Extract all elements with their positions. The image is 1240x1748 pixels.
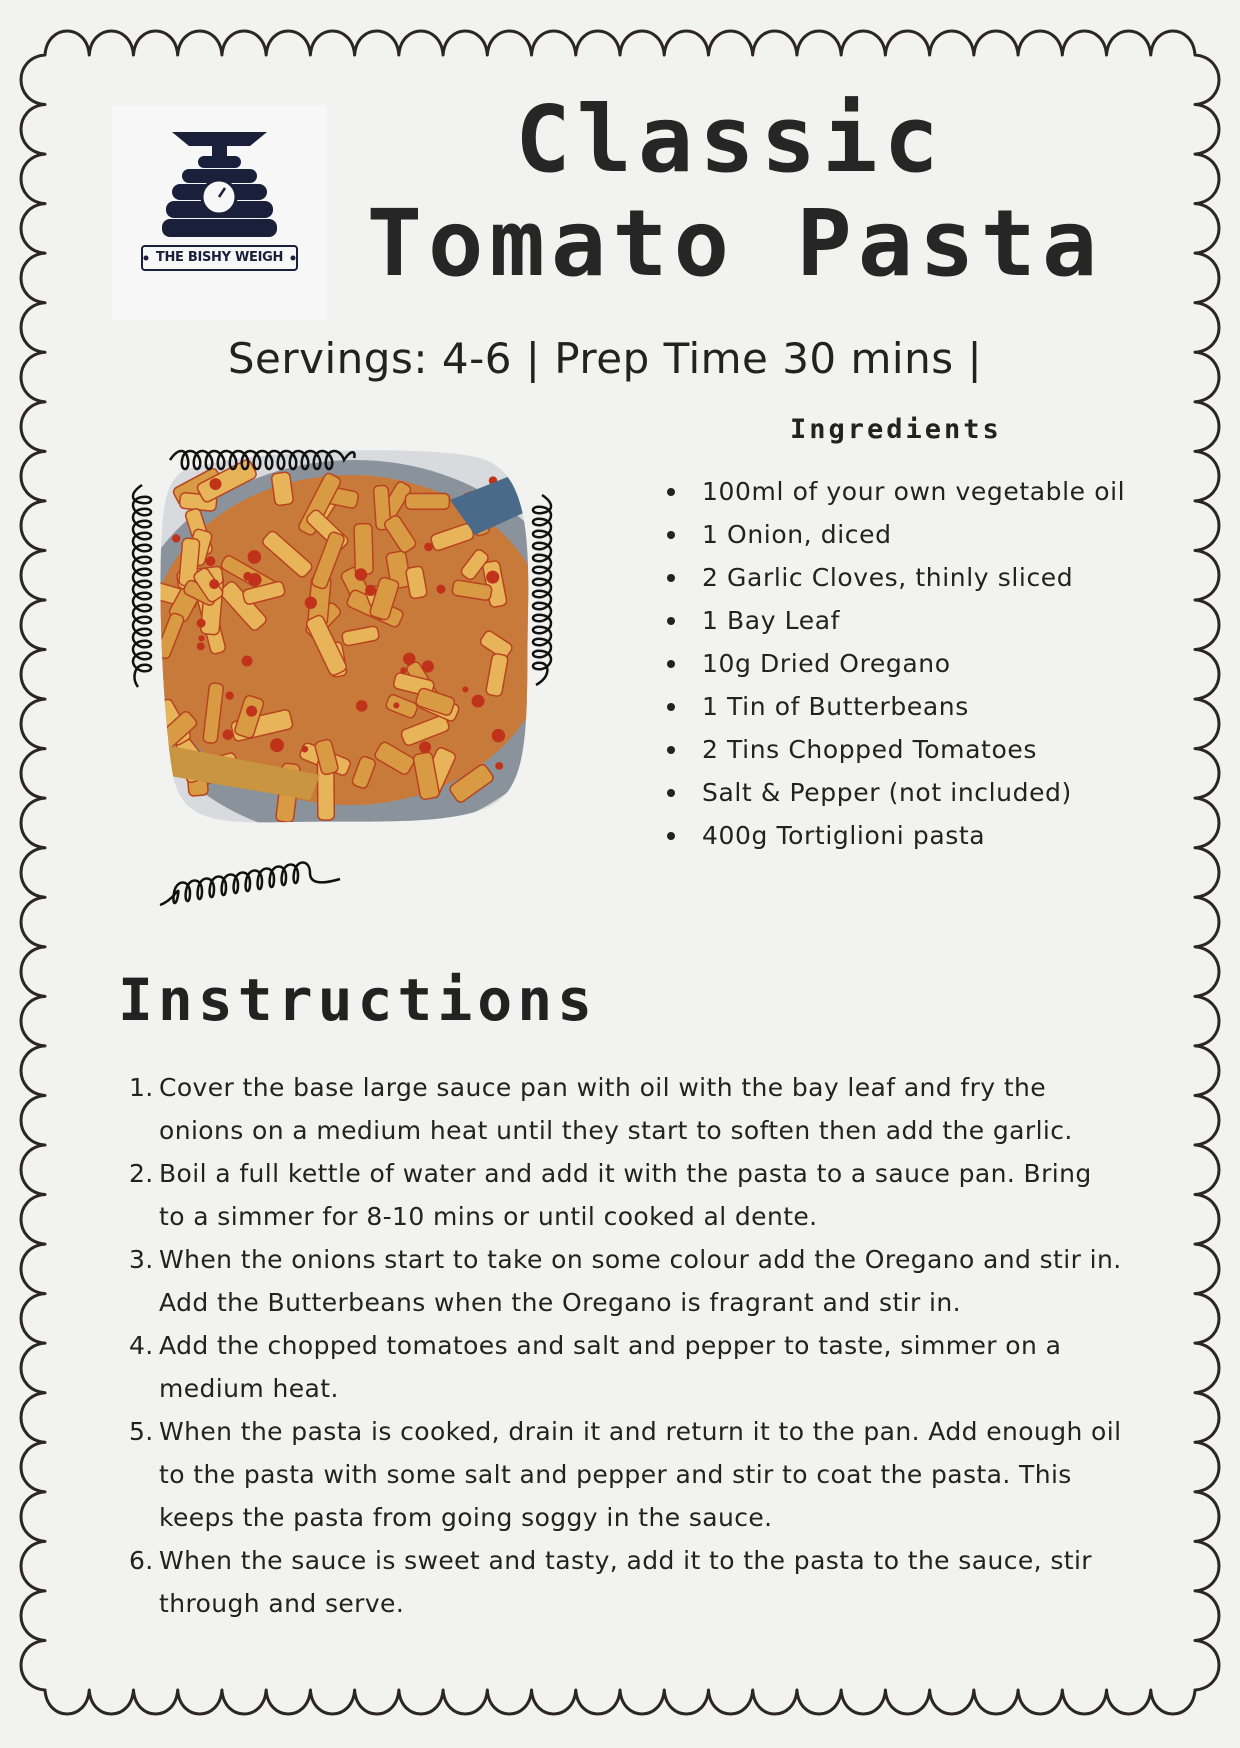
instruction-step	[125, 1324, 1125, 1410]
instructions-heading: Instructions	[118, 966, 598, 1034]
instruction-step	[125, 1152, 1125, 1238]
ingredient-item: 1 Onion, diced	[655, 513, 1125, 556]
ingredient-item: 1 Tin of Butterbeans	[655, 685, 1125, 728]
step-text: When the sauce is sweet and tasty, add it to the pasta to the sauce, stir through and serve.	[159, 1546, 1092, 1618]
ingredient-item: 100ml of your own vegetable oil	[655, 470, 1125, 513]
instructions-list	[125, 1066, 1125, 1625]
ingredients-heading: Ingredients	[790, 414, 1002, 445]
recipe-meta: Servings: 4-6 | Prep Time 30 mins |	[227, 334, 983, 383]
title-line-2: Tomato Pasta	[366, 190, 1104, 297]
ingredient-item: 10g Dried Oregano	[655, 642, 1125, 685]
recipe-title	[300, 88, 1160, 296]
instruction-step	[125, 1410, 1125, 1539]
brand-logo	[112, 105, 327, 320]
ingredient-item: 2 Garlic Cloves, thinly sliced	[655, 556, 1125, 599]
step-text: When the onions start to take on some colour add the Oregano and stir in. Add the Butterbeans when the Oregano is fragrant and stir in.	[159, 1245, 1122, 1317]
ingredients-list	[655, 470, 1125, 857]
step-number: 4.	[129, 1331, 154, 1360]
step-number: 5.	[129, 1417, 154, 1446]
photo-frame	[130, 440, 610, 920]
step-text: When the pasta is cooked, drain it and return it to the pan. Add enough oil to the pasta with some salt and pepper and stir to coat the pasta. This keeps the pasta from going soggy in the sauce.	[159, 1417, 1122, 1532]
step-number: 3.	[129, 1245, 154, 1274]
step-number: 6.	[129, 1546, 154, 1575]
step-text: Add the chopped tomatoes and salt and pepper to taste, simmer on a medium heat.	[159, 1331, 1062, 1403]
ingredient-item: 400g Tortiglioni pasta	[655, 814, 1125, 857]
instruction-step	[125, 1066, 1125, 1152]
instruction-step	[125, 1539, 1125, 1625]
ingredient-item: Salt & Pepper (not included)	[655, 771, 1125, 814]
step-number: 1.	[129, 1073, 154, 1102]
instruction-step	[125, 1238, 1125, 1324]
brand-name: THE BISHY WEIGH	[155, 250, 284, 265]
ingredient-item: 2 Tins Chopped Tomatoes	[655, 728, 1125, 771]
ingredient-item: 1 Bay Leaf	[655, 599, 1125, 642]
step-text: Boil a full kettle of water and add it with the pasta to a sauce pan. Bring to a simmer for 8-10 mins or until cooked al dente.	[159, 1159, 1092, 1231]
step-number: 2.	[129, 1159, 154, 1188]
step-text: Cover the base large sauce pan with oil with the bay leaf and fry the onions on a medium heat until they start to soften then add the garlic.	[159, 1073, 1073, 1145]
title-line-1: Classic	[515, 86, 945, 193]
kitchen-scale-icon	[112, 105, 327, 320]
